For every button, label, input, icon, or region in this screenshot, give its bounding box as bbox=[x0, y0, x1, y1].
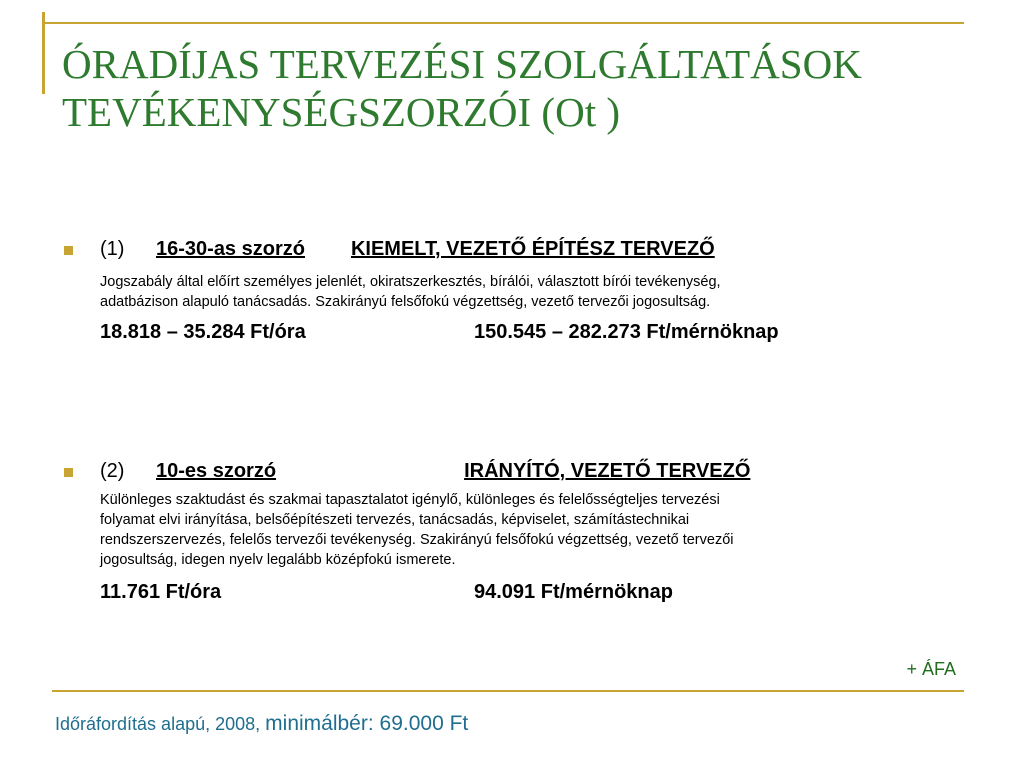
decorative-top-line bbox=[42, 22, 964, 24]
item-number: (2) bbox=[100, 460, 125, 482]
slide-title bbox=[62, 40, 1002, 136]
decorative-vertical-line bbox=[42, 12, 45, 94]
description-line: Különleges szaktudást és szakmai tapasztalatot igénylő, különleges és felelősségteljes tervezési bbox=[100, 492, 720, 508]
hourly-price: 18.818 – 35.284 Ft/óra bbox=[100, 321, 306, 343]
vat-note: + ÁFA bbox=[906, 659, 956, 679]
daily-price: 94.091 Ft/mérnöknap bbox=[474, 581, 673, 603]
role-label: KIEMELT, VEZETŐ ÉPÍTÉSZ TERVEZŐ bbox=[350, 238, 715, 260]
price-line bbox=[100, 320, 779, 344]
title-line-2: TEVÉKENYSÉGSZORZÓI (Ot ) bbox=[62, 89, 620, 135]
square-bullet-icon bbox=[64, 468, 73, 477]
decorative-bottom-line bbox=[52, 690, 964, 692]
role-label: IRÁNYÍTÓ, VEZETŐ TERVEZŐ bbox=[464, 460, 751, 482]
description-line: folyamat elvi irányítása, belsőépítészeti tervezés, tanácsadás, képviselet, számítástechnikai bbox=[100, 512, 690, 528]
hourly-price: 11.761 Ft/óra bbox=[100, 581, 222, 603]
daily-price: 150.545 – 282.273 Ft/mérnöknap bbox=[474, 321, 779, 343]
item-number: (1) bbox=[100, 238, 125, 260]
description-line: adatbázison alapuló tanácsadás. Szakirányú felsőfokú végzettség, vezető tervezői jogosultság. bbox=[100, 294, 711, 310]
item-heading bbox=[100, 237, 715, 261]
price-line bbox=[100, 580, 673, 604]
title-line-1: ÓRADÍJAS TERVEZÉSI SZOLGÁLTATÁSOK bbox=[62, 41, 862, 87]
square-bullet-icon bbox=[64, 246, 73, 255]
item-description bbox=[100, 272, 880, 312]
item-heading bbox=[100, 459, 750, 483]
description-line: rendszerszervezés, felelős tervezői tevékenység. Szakirányú felsőfokú végzettség, vezető tervezői bbox=[100, 532, 734, 548]
footer-minimum-wage: minimálbér: 69.000 Ft bbox=[265, 712, 469, 735]
footer-basis: Időráfordítás alapú, 2008, bbox=[55, 714, 266, 734]
slide-footer bbox=[55, 712, 468, 736]
multiplier-label: 10-es szorzó bbox=[156, 460, 277, 482]
item-description bbox=[100, 490, 880, 570]
description-line: jogosultság, idegen nyelv legalább középfokú ismerete. bbox=[100, 552, 456, 568]
description-line: Jogszabály által előírt személyes jelenlét, okiratszerkesztés, bírálói, választott bírói tevékenység, bbox=[100, 274, 721, 290]
multiplier-label: 16-30-as szorzó bbox=[156, 238, 305, 260]
